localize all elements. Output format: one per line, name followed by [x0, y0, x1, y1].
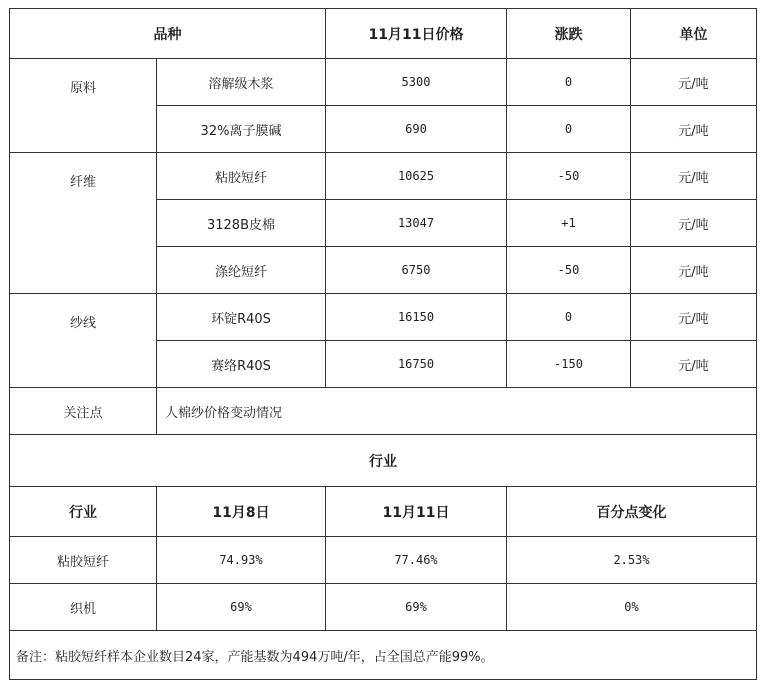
header-price: 11月11日价格 — [326, 9, 507, 59]
industry-rate-date1: 74.93% — [157, 537, 326, 584]
table-row — [10, 584, 757, 631]
price-table — [9, 8, 757, 680]
item-name: 32%离子膜碱 — [157, 106, 326, 153]
item-change: 0 — [507, 106, 631, 153]
item-price: 5300 — [326, 59, 507, 106]
category-cell: 纤维 — [10, 153, 157, 294]
header-variety: 品种 — [10, 9, 326, 59]
industry-rate-date2: 69% — [326, 584, 507, 631]
item-change: 0 — [507, 294, 631, 341]
item-name: 溶解级木浆 — [157, 59, 326, 106]
item-unit: 元/吨 — [631, 153, 757, 200]
item-name: 3128B皮棉 — [157, 200, 326, 247]
industry-header-name: 行业 — [10, 487, 157, 537]
item-unit: 元/吨 — [631, 106, 757, 153]
item-unit: 元/吨 — [631, 341, 757, 388]
industry-header-date1: 11月8日 — [157, 487, 326, 537]
header-change: 涨跌 — [507, 9, 631, 59]
item-change: +1 — [507, 200, 631, 247]
item-unit: 元/吨 — [631, 200, 757, 247]
table-row — [10, 59, 757, 106]
table-row — [10, 153, 757, 200]
industry-rate-diff: 0% — [507, 584, 757, 631]
item-change: -50 — [507, 247, 631, 294]
category-cell: 原料 — [10, 59, 157, 153]
item-change: -50 — [507, 153, 631, 200]
item-name: 涤纶短纤 — [157, 247, 326, 294]
item-price: 10625 — [326, 153, 507, 200]
industry-rate-date2: 77.46% — [326, 537, 507, 584]
industry-section-title: 行业 — [10, 435, 757, 487]
table-row — [10, 294, 757, 341]
industry-name: 粘胶短纤 — [10, 537, 157, 584]
item-name: 赛络R40S — [157, 341, 326, 388]
item-name: 粘胶短纤 — [157, 153, 326, 200]
header-unit: 单位 — [631, 9, 757, 59]
focus-text: 人棉纱价格变动情况 — [157, 388, 757, 435]
item-price: 16750 — [326, 341, 507, 388]
item-change: 0 — [507, 59, 631, 106]
footnote: 备注：粘胶短纤样本企业数目24家，产能基数为494万吨/年，占全国总产能99%。 — [10, 631, 757, 680]
item-price: 6750 — [326, 247, 507, 294]
item-name: 环锭R40S — [157, 294, 326, 341]
item-price: 13047 — [326, 200, 507, 247]
item-price: 690 — [326, 106, 507, 153]
item-unit: 元/吨 — [631, 247, 757, 294]
focus-row — [10, 388, 757, 435]
category-cell: 纱线 — [10, 294, 157, 388]
industry-header-diff: 百分点变化 — [507, 487, 757, 537]
industry-header-row — [10, 487, 757, 537]
industry-rate-date1: 69% — [157, 584, 326, 631]
item-unit: 元/吨 — [631, 59, 757, 106]
table-row — [10, 537, 757, 584]
item-price: 16150 — [326, 294, 507, 341]
item-unit: 元/吨 — [631, 294, 757, 341]
industry-name: 织机 — [10, 584, 157, 631]
industry-header-date2: 11月11日 — [326, 487, 507, 537]
industry-rate-diff: 2.53% — [507, 537, 757, 584]
item-change: -150 — [507, 341, 631, 388]
focus-label: 关注点 — [10, 388, 157, 435]
